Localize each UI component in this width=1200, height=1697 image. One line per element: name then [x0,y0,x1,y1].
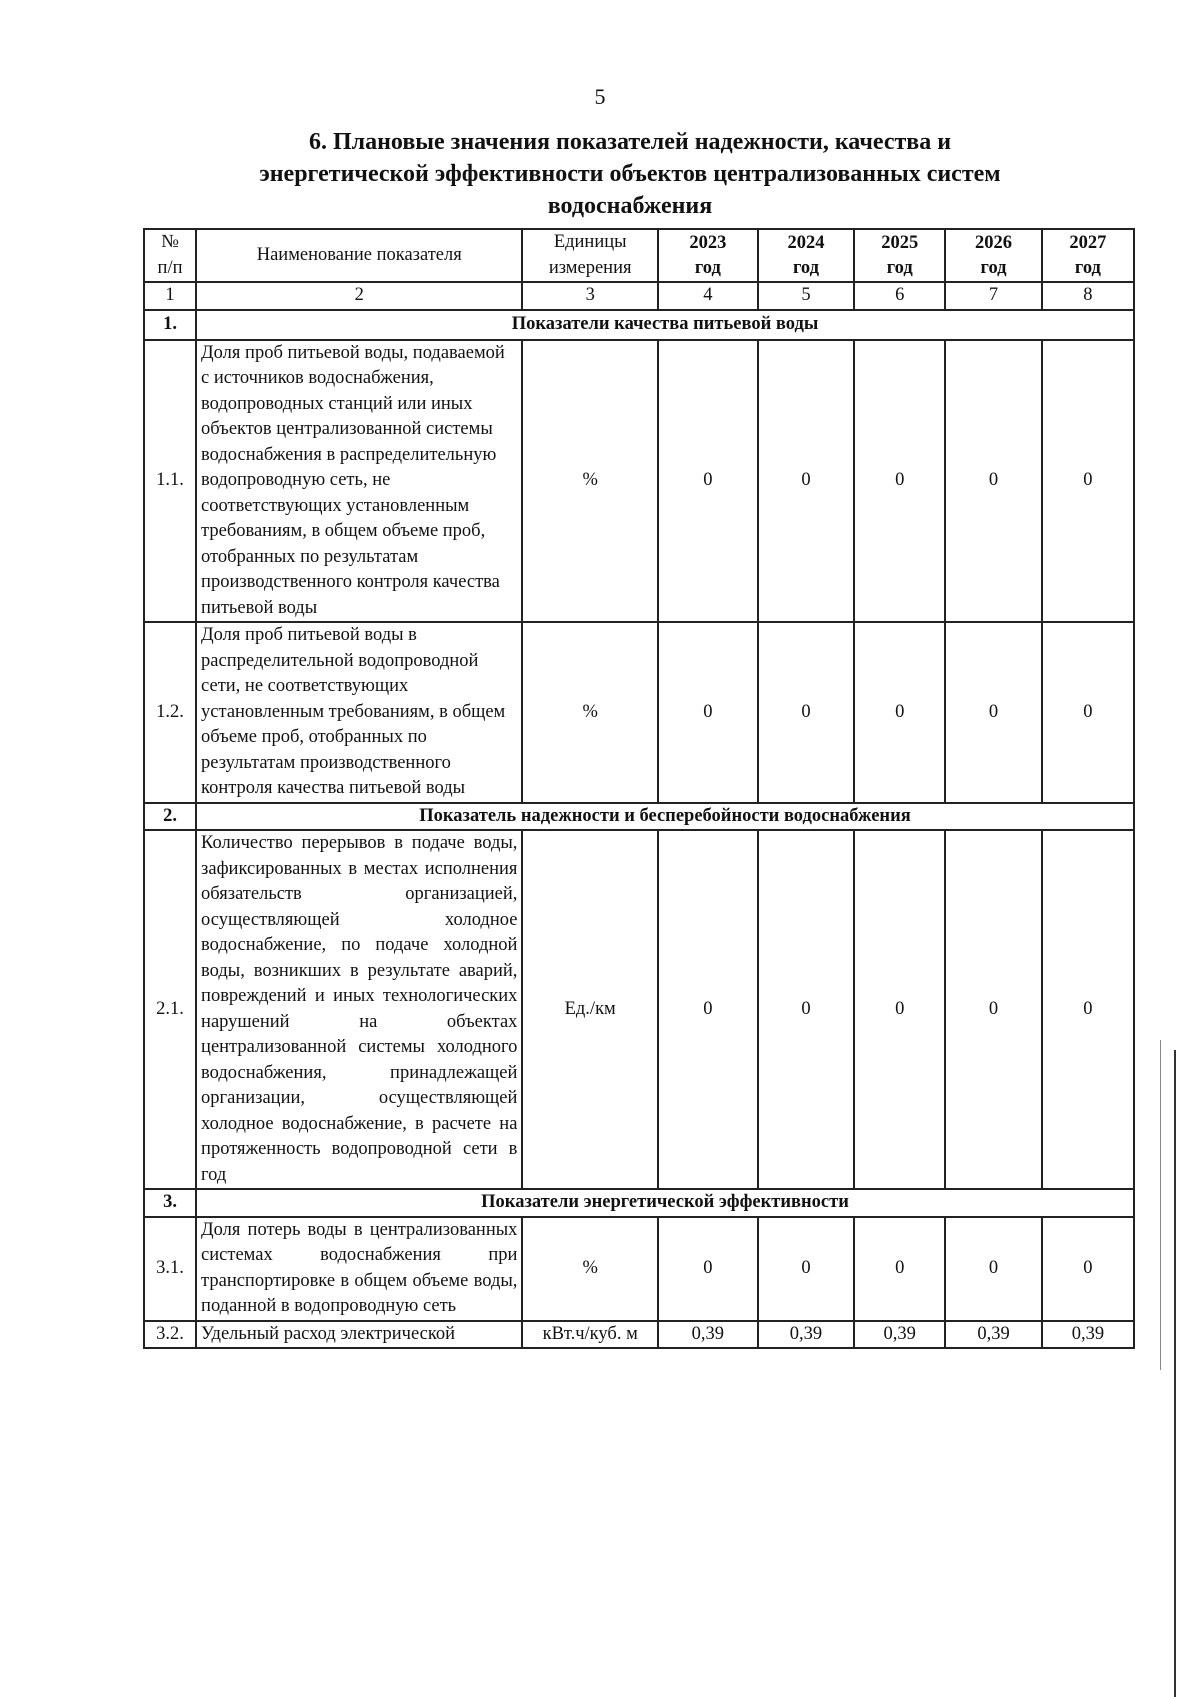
indicator-name: Количество перерывов в подаче воды, зафиксированных в местах исполнения обязательств организацией, осуществляющей холодное водоснабжение, по подаче холодной воды, возникших в результате аварий, повреждений и иных технологических нарушений на объектах централизованной системы холодного водоснабжения, принадлежащей организации, осуществляющей холодное водоснабжение, в расчете на протяженность водопроводной сети в год [196,830,522,1189]
value-2025: 0 [854,830,945,1189]
value-2023: 0 [658,622,758,803]
section-row [144,1189,1134,1217]
column-number: 8 [1042,282,1134,310]
section-number: 1. [144,310,196,340]
row-number: 1.1. [144,340,196,623]
section-row [144,803,1134,831]
indicators-table [143,228,1135,1349]
section-number: 2. [144,803,196,831]
value-2023: 0 [658,340,758,623]
header-num: № п/п [144,229,196,282]
table-row [144,1217,1134,1321]
document-title [200,126,1060,222]
row-number: 3.1. [144,1217,196,1321]
value-2023: 0 [658,830,758,1189]
table-row [144,1321,1134,1349]
value-2027: 0 [1042,340,1134,623]
value-2027: 0 [1042,830,1134,1189]
indicator-name: Удельный расход электрической [196,1321,522,1349]
row-number: 3.2. [144,1321,196,1349]
scan-edge-line [1174,1050,1176,1697]
value-2026: 0 [945,1217,1042,1321]
value-2024: 0 [758,340,855,623]
value-2025: 0 [854,622,945,803]
indicator-name: Доля проб питьевой воды в распределительной водопроводной сети, не соответствующих установленным требованиям, в общем объеме проб, отобранных по результатам производственного контроля качества питьевой воды [196,622,522,803]
unit: кВт.ч/куб. м [522,1321,658,1349]
title-line-2: энергетической эффективности объектов централизованных систем [259,161,1001,187]
section-title: Показатели качества питьевой воды [196,310,1134,340]
unit: % [522,622,658,803]
value-2023: 0,39 [658,1321,758,1349]
value-2025: 0 [854,340,945,623]
value-2025: 0,39 [854,1321,945,1349]
header-year-2027: 2027 год [1042,229,1134,282]
value-2024: 0 [758,1217,855,1321]
page-number: 5 [594,84,606,109]
value-2025: 0 [854,1217,945,1321]
column-number: 3 [522,282,658,310]
header-year-2024: 2024 год [758,229,855,282]
unit: % [522,1217,658,1321]
value-2023: 0 [658,1217,758,1321]
header-year-2023: 2023 год [658,229,758,282]
table-row [144,830,1134,1189]
section-row [144,310,1134,340]
title-line-3: водоснабжения [547,193,713,219]
section-title: Показатели энергетической эффективности [196,1189,1134,1217]
scan-margin-line [1160,1040,1161,1370]
value-2024: 0 [758,622,855,803]
value-2026: 0 [945,622,1042,803]
column-numbers-row [144,282,1134,310]
column-number: 5 [758,282,855,310]
indicator-name: Доля проб питьевой воды, подаваемой с источников водоснабжения, водопроводных станций или иных объектов централизованной системы водоснабжения в распределительную водопроводную сеть, не соответствующих установленным требованиям, в общем объеме проб, отобранных по результатам производственного контроля качества питьевой воды [196,340,522,623]
value-2027: 0 [1042,1217,1134,1321]
unit: % [522,340,658,623]
row-number: 1.2. [144,622,196,803]
column-number: 6 [854,282,945,310]
value-2027: 0 [1042,622,1134,803]
value-2026: 0 [945,340,1042,623]
table-row [144,340,1134,623]
section-number: 3. [144,1189,196,1217]
value-2026: 0,39 [945,1321,1042,1349]
section-title: Показатель надежности и бесперебойности водоснабжения [196,803,1134,831]
title-line-1: 6. Плановые значения показателей надежности, качества и [308,129,952,155]
value-2027: 0,39 [1042,1321,1134,1349]
indicator-name: Доля потерь воды в централизованных системах водоснабжения при транспортировке в общем объеме воды, поданной в водопроводную сеть [196,1217,522,1321]
table-row [144,622,1134,803]
table-header-row [144,229,1134,282]
value-2024: 0 [758,830,855,1189]
header-year-2025: 2025 год [854,229,945,282]
header-unit: Единицы измерения [522,229,658,282]
header-name: Наименование показателя [196,229,522,282]
row-number: 2.1. [144,830,196,1189]
column-number: 4 [658,282,758,310]
column-number: 7 [945,282,1042,310]
column-number: 1 [144,282,196,310]
unit: Ед./км [522,830,658,1189]
value-2026: 0 [945,830,1042,1189]
column-number: 2 [196,282,522,310]
value-2024: 0,39 [758,1321,855,1349]
header-year-2026: 2026 год [945,229,1042,282]
